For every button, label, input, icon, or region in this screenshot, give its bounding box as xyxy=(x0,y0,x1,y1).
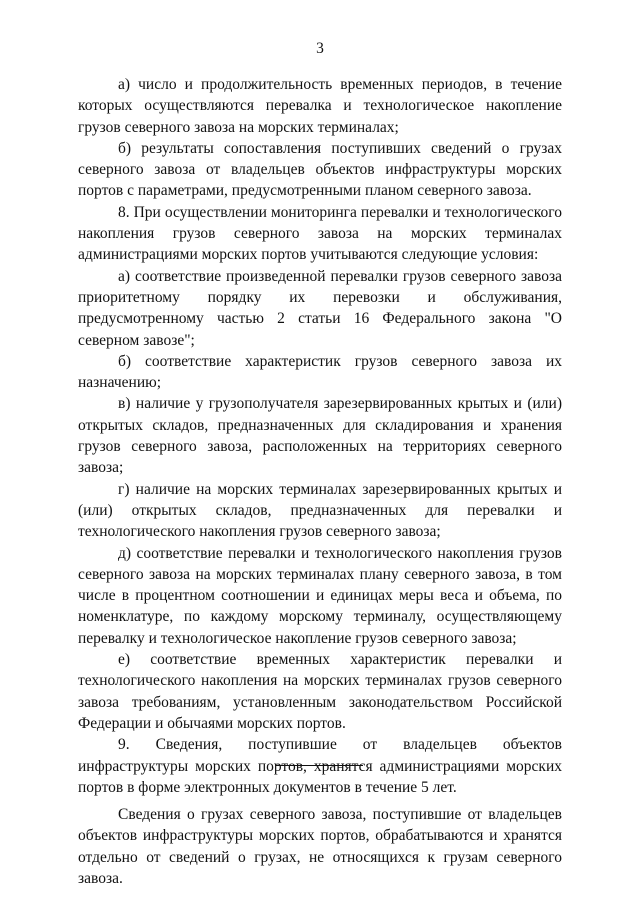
paragraph-clause-8-item-g: г) наличие на морских терминалах зарезервированных крытых и (или) открытых складов, предназначенных для перевалки и технологического накопления грузов северного завоза; xyxy=(78,480,562,541)
page-number: 3 xyxy=(316,40,324,57)
paragraph-clause-8-item-d: д) соответствие перевалки и технологического накопления грузов северного завоза на морских терминалах плану северного завоза, в том числе в процентном соотношении и единицах меры веса и объема, по номенклатуре, по каждому морскому терминалу, осуществляющему перевалку и технологическое накопление грузов северного завоза; xyxy=(78,544,562,647)
paragraph-clause-8-item-b: б) соответствие характеристик грузов северного завоза их назначению; xyxy=(78,352,562,392)
closing-separator-line xyxy=(276,765,363,766)
paragraph-item-a-periods: а) число и продолжительность временных периодов, в течение которых осуществляются перевалка и технологическое накопление грузов северного завоза на морских терминалах; xyxy=(78,76,562,136)
paragraph-clause-8: 8. При осуществлении мониторинга перевалки и технологического накопления грузов северного завоза на морских терминалах администрациями морских портов учитываются следующие условия: xyxy=(78,203,562,264)
paragraph-clause-8-item-v: в) наличие у грузополучателя зарезервированных крытых и (или) открытых складов, предназначенных для складирования и хранения грузов северного завоза, расположенных на территориях северного завоза; xyxy=(78,395,562,477)
paragraph-clause-8-item-a: а) соответствие произведенной перевалки грузов северного завоза приоритетному порядку их перевозки и обслуживания, предусмотренному частью 2 статьи 16 Федерального закона "О северном завозе"; xyxy=(78,267,562,349)
paragraph-clause-8-item-e: е) соответствие временных характеристик перевалки и технологического накопления на морских терминалах грузов северного завоза требованиям, установленным законодательством Российской Федерации и обычаями морских портов. xyxy=(78,651,562,732)
paragraph-clause-9-storage: Сведения о грузах северного завоза, поступившие от владельцев объектов инфраструктуры морских портов, обрабатываются и хранятся отдельно от сведений о грузах, не относящихся к грузам северного завоза. xyxy=(78,806,562,887)
document-body xyxy=(78,74,562,889)
paragraph-clause-9: 9. Сведения, поступившие от владельцев объектов инфраструктуры морских портов, хранятся администрациями морских портов в форме электронных документов в течение 5 лет. xyxy=(78,736,562,796)
paragraph-item-b-comparison: б) результаты сопоставления поступивших сведений о грузах северного завоза от владельцев объектов инфраструктуры морских портов с параметрами, предусмотренными планом северного завоза. xyxy=(78,139,562,200)
